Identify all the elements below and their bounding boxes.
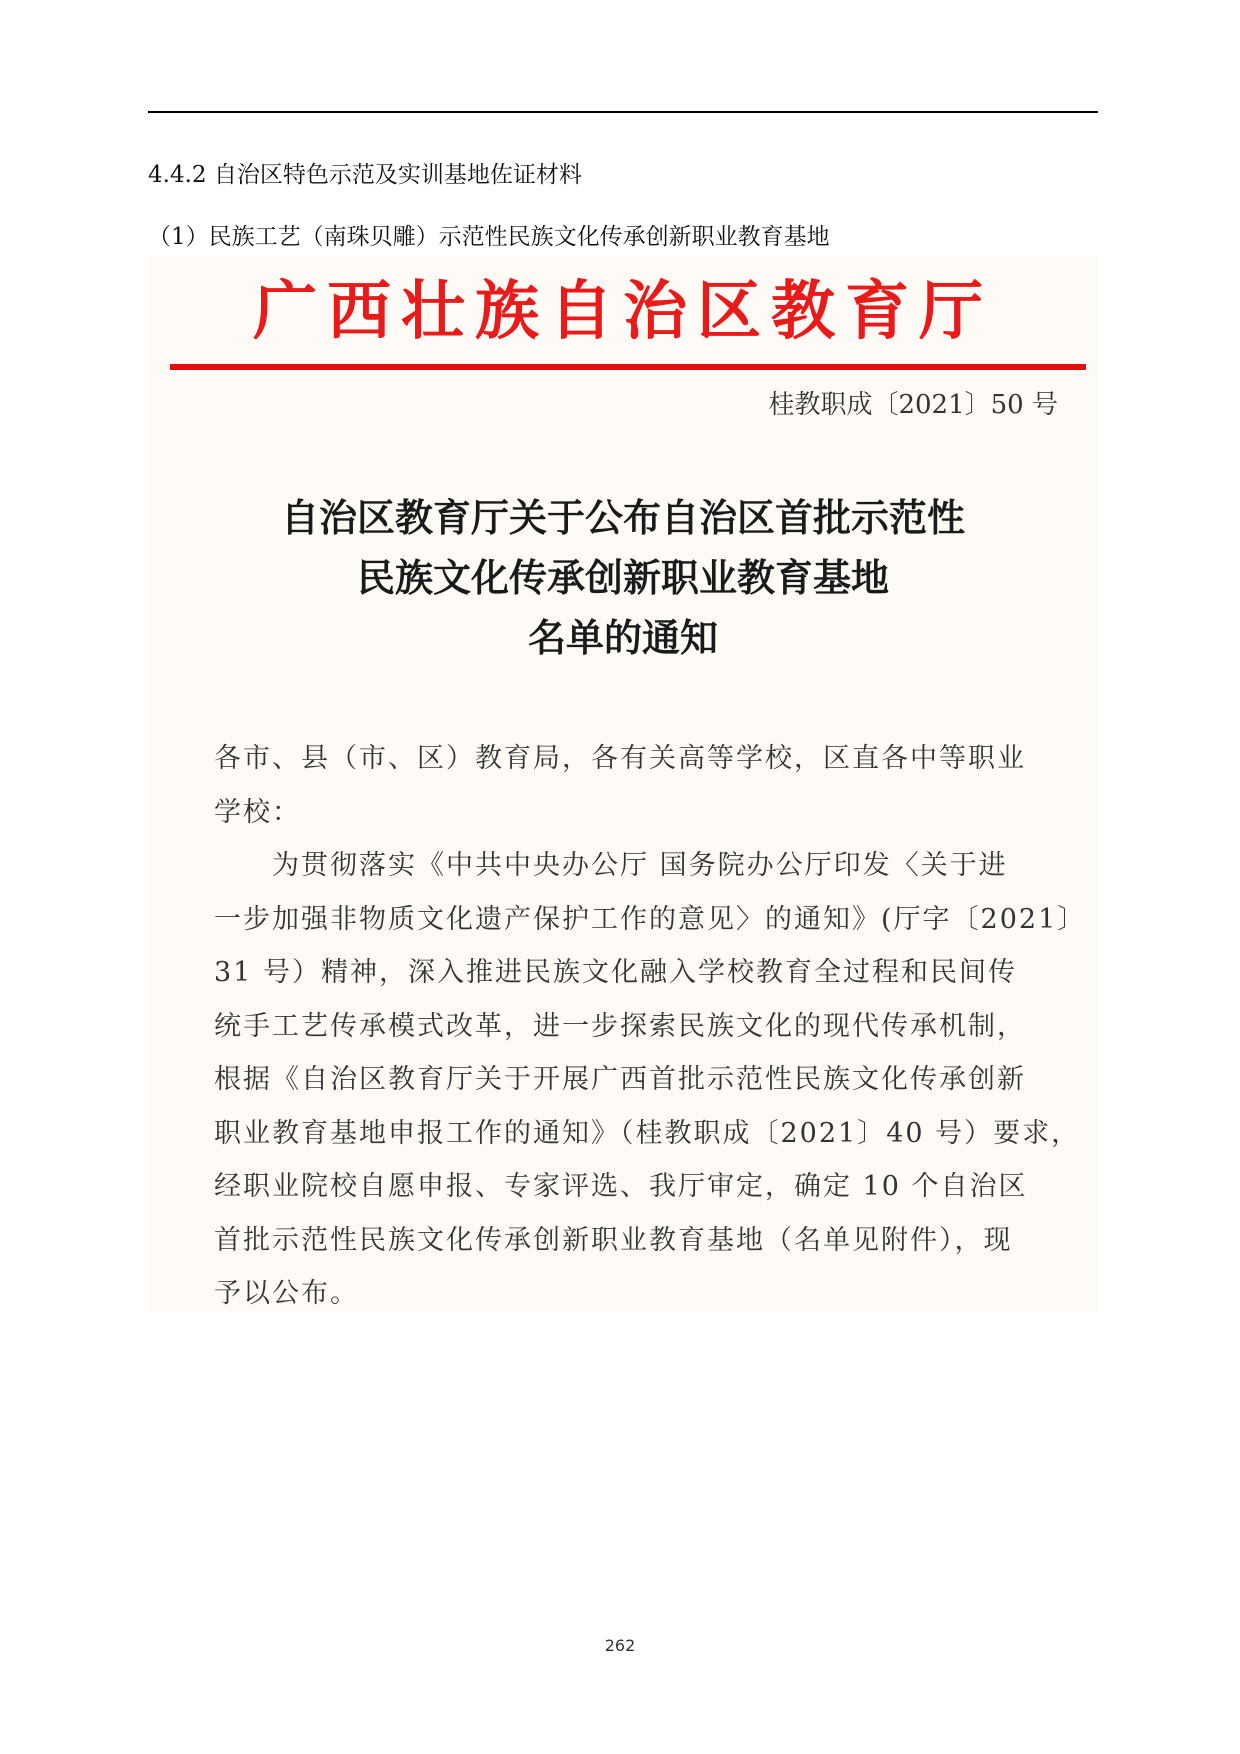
body-line: 予以公布。 (214, 1278, 359, 1309)
body-line: 一步加强非物质文化遗产保护工作的意见〉的通知》(厅字〔2021〕 (214, 903, 1087, 935)
section-heading: 4.4.2 自治区特色示范及实训基地佐证材料 (148, 162, 582, 188)
body-line: 统手工艺传承模式改革，进一步探索民族文化的现代传承机制， (214, 1010, 1026, 1042)
page-number: 262 (604, 1636, 636, 1655)
notice-title-line: 名单的通知 (527, 616, 718, 660)
notice-title (148, 488, 1098, 668)
body-line: 经职业院校自愿申报、专家评选、我厅审定，确定 10 个自治区 (214, 1171, 1028, 1202)
red-header-rule (170, 364, 1086, 370)
body-line: 各市、县（市、区）教育局，各有关高等学校，区直各中等职业 (214, 743, 1026, 774)
body-line: 31 号）精神，深入推进民族文化融入学校教育全过程和民间传 (214, 957, 1017, 988)
header-rule (148, 111, 1098, 113)
body-line: 为贯彻落实《中共中央办公厅 国务院办公厅印发〈关于进 (214, 850, 1008, 881)
scanned-notice-image (148, 256, 1098, 1312)
notice-title-line: 自治区教育厅关于公布自治区首批示范性 (280, 496, 965, 540)
agency-name: 广西壮族自治区教育厅 (253, 274, 993, 349)
body-line: 学校： (214, 796, 301, 828)
body-line: 职业教育基地申报工作的通知》（桂教职成〔2021〕40 号）要求， (214, 1117, 1081, 1149)
subsection-heading: （1）民族工艺（南珠贝雕）示范性民族文化传承创新职业教育基地 (148, 224, 830, 250)
notice-title-line: 民族文化传承创新职业教育基地 (356, 556, 889, 600)
body-line: 首批示范性民族文化传承创新职业教育基地（名单见附件），现 (214, 1224, 1013, 1256)
notice-body (214, 732, 1087, 1312)
document-number: 桂教职成〔2021〕50 号 (768, 390, 1058, 420)
body-line: 根据《自治区教育厅关于开展广西首批示范性民族文化传承创新 (214, 1064, 1026, 1095)
